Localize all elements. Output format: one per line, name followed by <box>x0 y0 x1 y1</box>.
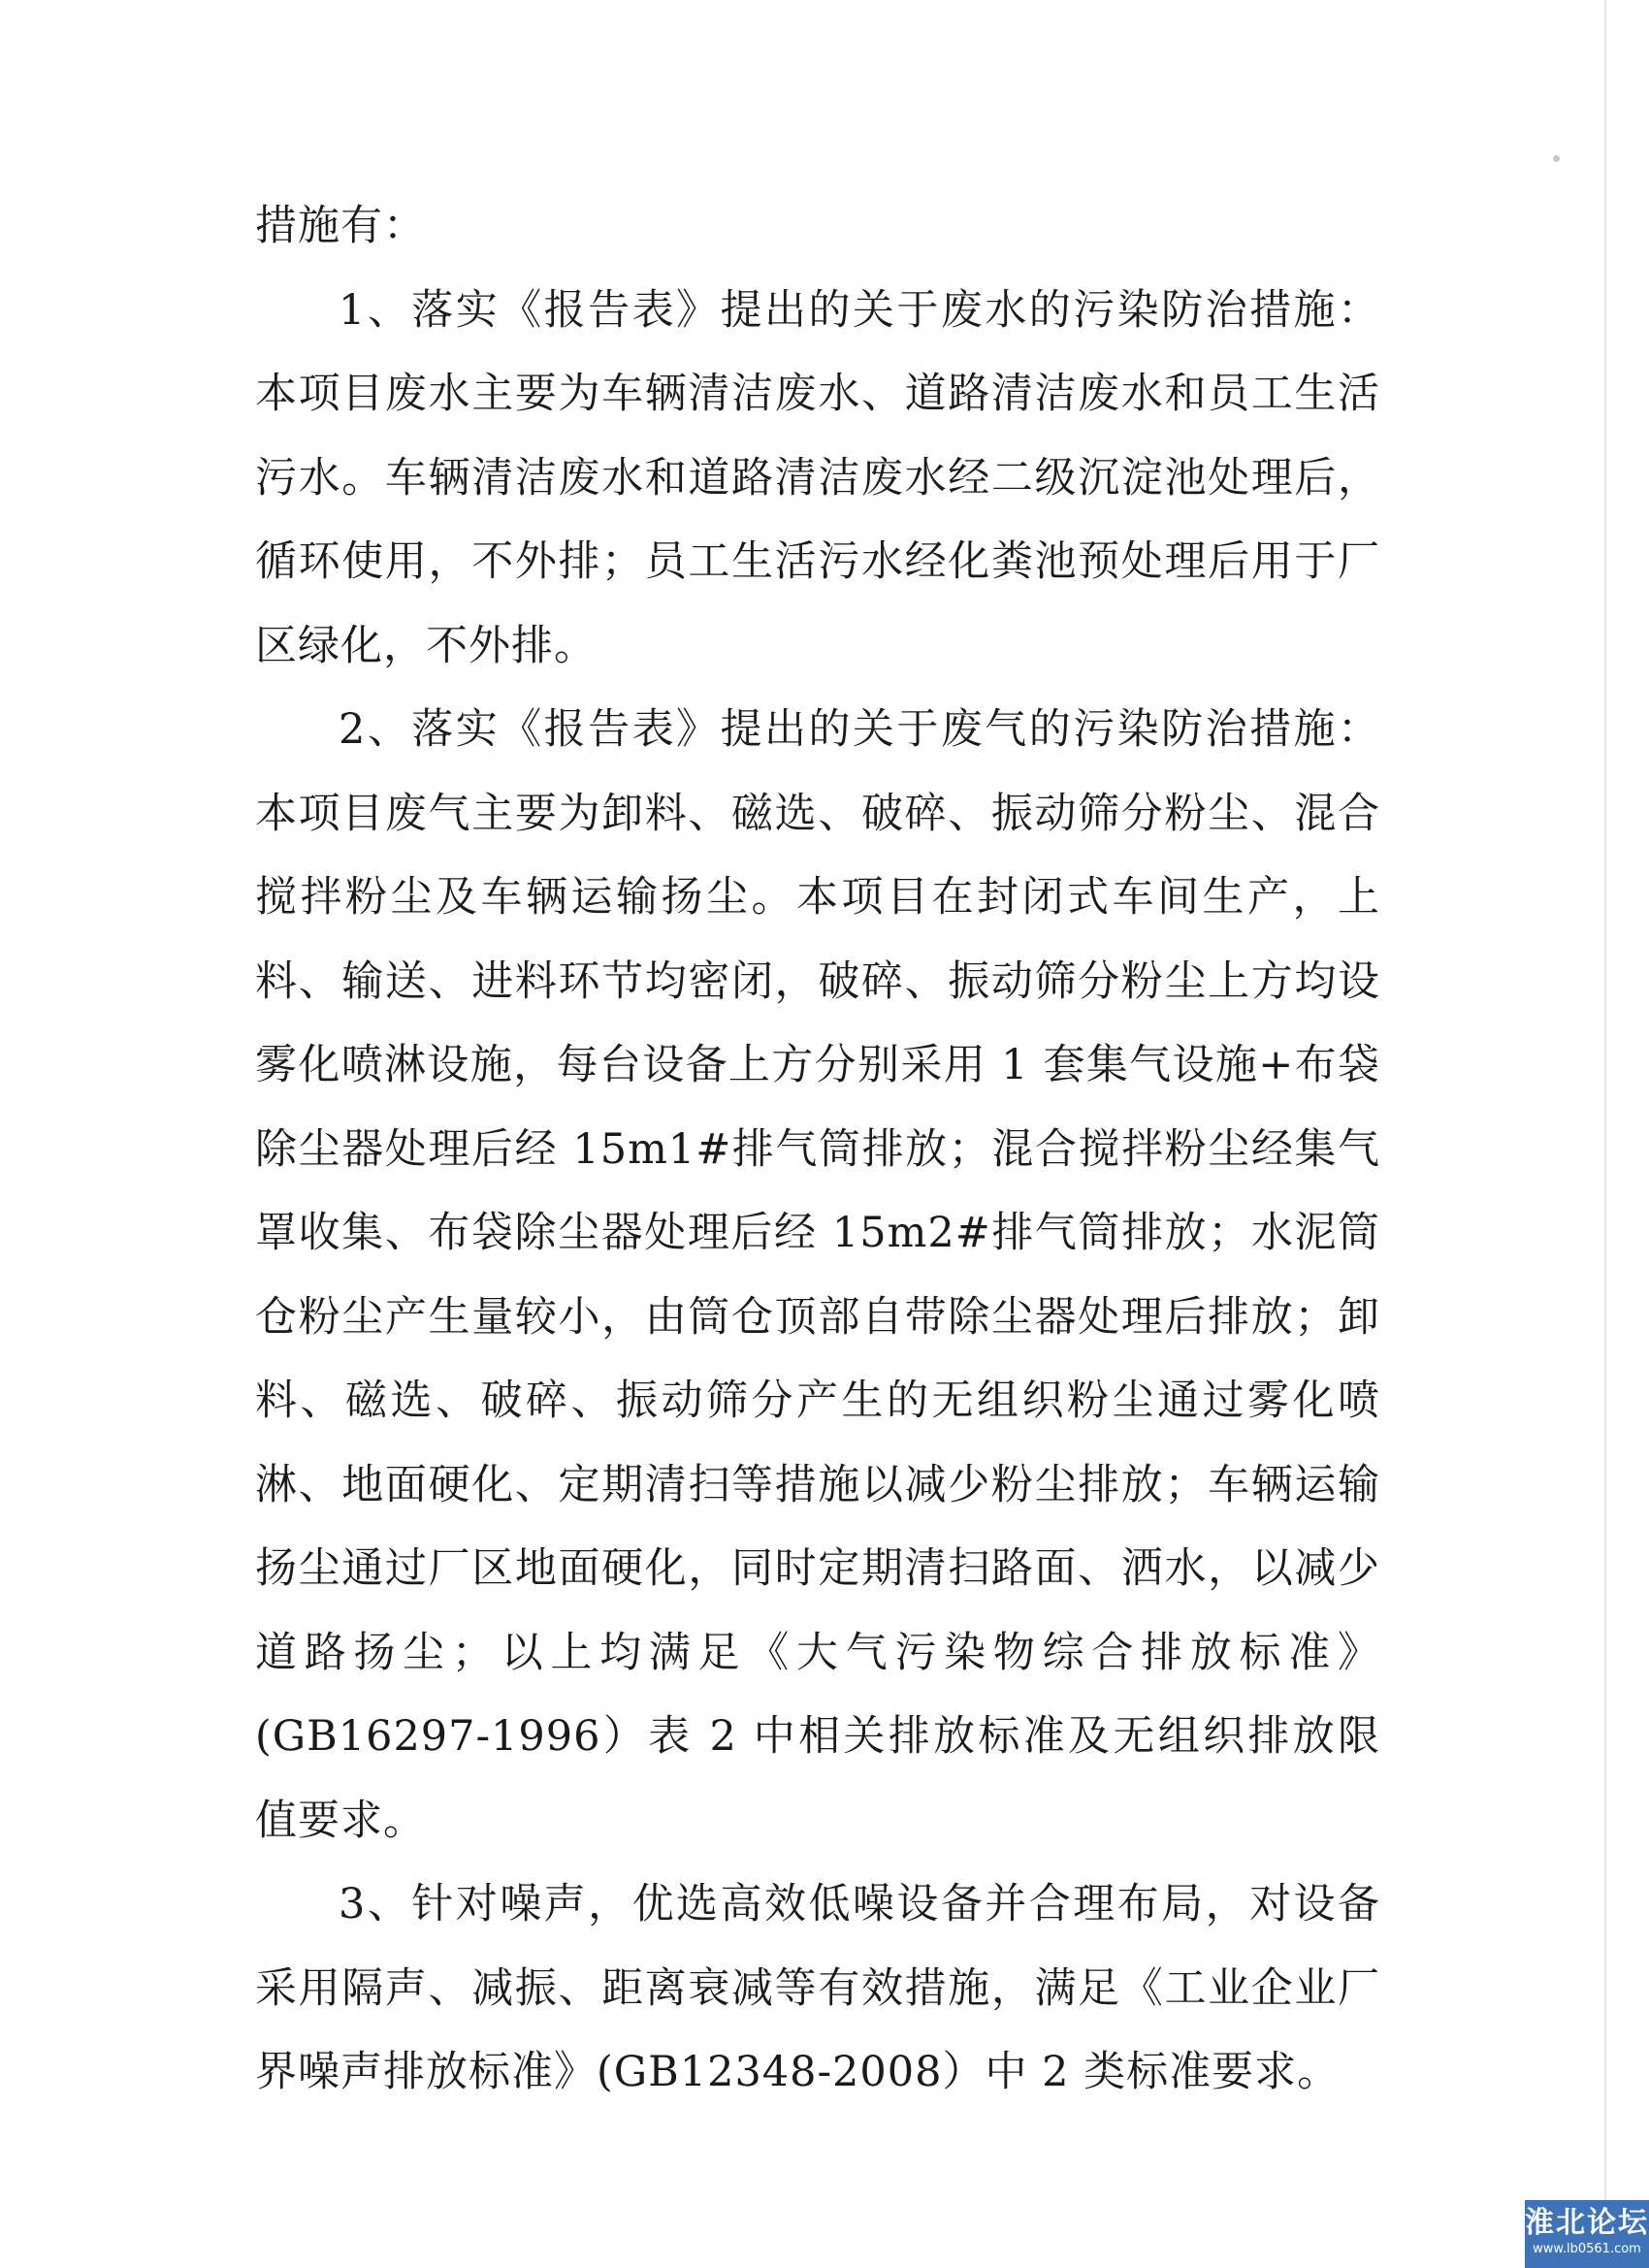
watermark-url: www.lb0561.com <box>1533 2242 1641 2256</box>
site-watermark <box>1525 2200 1649 2268</box>
scan-speck <box>1553 155 1560 162</box>
paragraph-wastewater: 1、落实《报告表》提出的关于废水的污染防治措施：本项目废水主要为车辆清洁废水、道路清洁废水和员工生活污水。车辆清洁废水和道路清洁废水经二级沉淀池处理后，循环使用，不外排；员工生活污水经化粪池预处理后用于厂区绿化，不外排。 <box>255 285 1380 670</box>
paragraph-exhaust-gas: 2、落实《报告表》提出的关于废气的污染防治措施：本项目废气主要为卸料、磁选、破碎、振动筛分粉尘、混合搅拌粉尘及车辆运输扬尘。本项目在封闭式车间生产，上料、输送、进料环节均密闭，破碎、振动筛分粉尘上方均设雾化喷淋设施，每台设备上方分别采用 1 套集气设施+布袋除尘器处理后经 15m1#排气筒排放；混合搅拌粉尘经集气罩收集、布袋除尘器处理后经 15m2#排气筒排放；水泥筒仓粉尘产生量较小，由筒仓顶部自带除尘器处理后排放；卸料、磁选、破碎、振动筛分产生的无组织粉尘通过雾化喷淋、地面硬化、定期清扫等措施以减少粉尘排放；车辆运输扬尘通过厂区地面硬化，同时定期清扫路面、洒水，以减少道路扬尘；以上均满足《大气污染物综合排放标准》(GB16297-1996）表 2 中相关排放标准及无组织排放限值要求。 <box>255 705 1380 1845</box>
scan-edge-line <box>1604 0 1606 2268</box>
paragraph-noise: 3、针对噪声，优选高效低噪设备并合理布局，对设备采用隔声、减振、距离衰减等有效措施，满足《工业企业厂界噪声排放标准》(GB12348-2008）中 2 类标准要求。 <box>255 1880 1380 2096</box>
document-body <box>255 184 1380 2115</box>
paragraph-intro: 措施有： <box>255 202 426 250</box>
watermark-title: 淮北论坛 <box>1525 2206 1649 2240</box>
